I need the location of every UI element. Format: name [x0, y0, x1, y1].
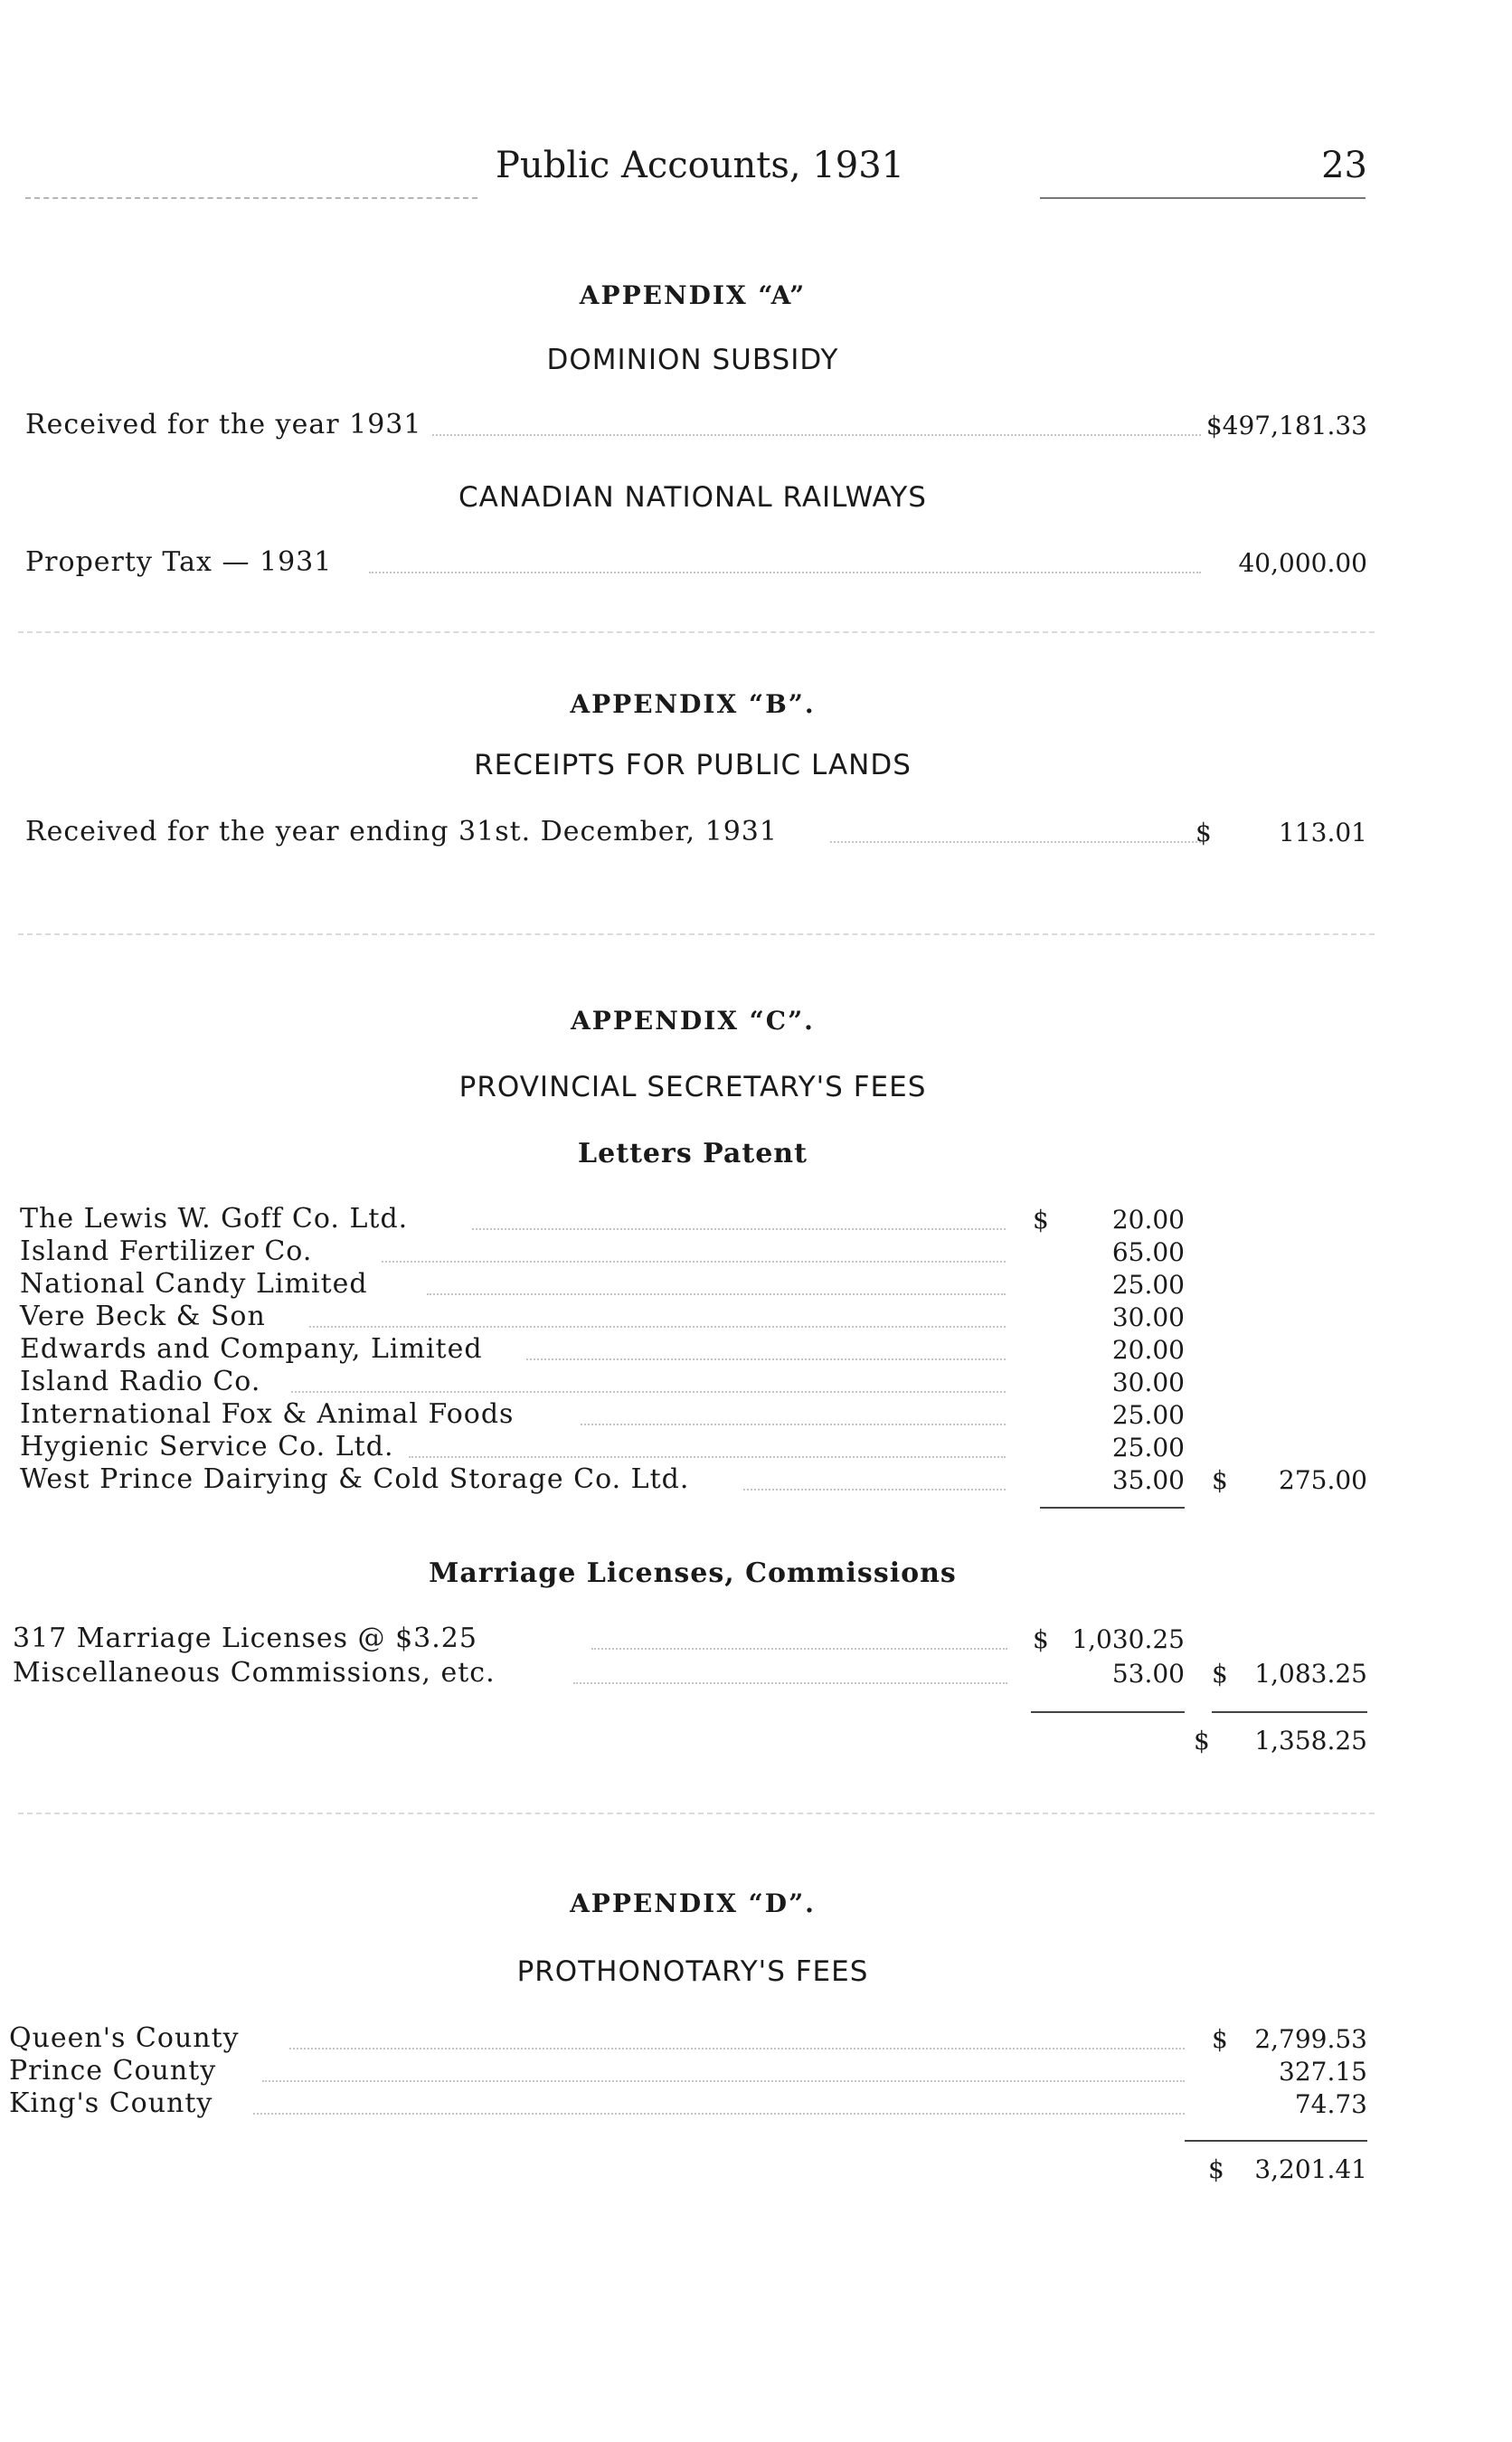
section-divider: [18, 631, 1375, 633]
list-item: [9, 2087, 1185, 2120]
prothonotary-fees-title: PROTHONOTARY'S FEES: [516, 1955, 869, 1988]
item-label: National Candy Limited: [20, 1268, 368, 1300]
provincial-fees-grand-total: 1,358.25: [1254, 1726, 1367, 1756]
item-amount: 30.00: [1111, 1302, 1185, 1332]
dot-leader: [581, 1424, 1006, 1425]
prothonotary-total: 3,201.41: [1254, 2154, 1367, 2184]
dot-leader: [427, 1293, 1006, 1295]
currency-sign: $: [1195, 818, 1212, 847]
currency-sign: $: [1033, 1624, 1049, 1654]
letters-patent-subtitle: Letters Patent: [578, 1138, 808, 1169]
item-amount: 35.00: [1111, 1465, 1185, 1495]
item-amount: 53.00: [1111, 1659, 1185, 1689]
list-item: [20, 1203, 1015, 1235]
section-divider: [18, 1813, 1375, 1814]
currency-sign: $: [1212, 2024, 1228, 2054]
currency-sign: $: [1212, 1465, 1228, 1495]
line-label: Received for the year 1931: [25, 409, 422, 440]
item-label: 317 Marriage Licenses @ $3.25: [13, 1623, 477, 1654]
public-lands-line: [25, 816, 1373, 848]
dot-leader: [369, 572, 1201, 573]
item-label: International Fox & Animal Foods: [20, 1398, 515, 1430]
property-tax-amount: 40,000.00: [1238, 548, 1367, 578]
line-label: Received for the year ending 31st. December, 1931: [25, 816, 778, 847]
appendix-b-heading: APPENDIX “B”.: [570, 689, 816, 719]
header-rule-right: [1040, 197, 1366, 199]
dot-leader: [291, 1391, 1006, 1393]
item-label: Vere Beck & Son: [20, 1301, 266, 1332]
cnr-title: CANADIAN NATIONAL RAILWAYS: [458, 481, 927, 514]
list-item: [20, 1366, 1015, 1398]
list-item: [20, 1398, 1015, 1431]
currency-sign: $: [1194, 1726, 1210, 1756]
dot-leader: [262, 2080, 1185, 2082]
item-amount: 30.00: [1111, 1368, 1185, 1397]
marriage-licenses-subtitle: Marriage Licenses, Commissions: [429, 1557, 957, 1589]
dot-leader: [409, 1456, 1006, 1458]
item-label: Edwards and Company, Limited: [20, 1333, 483, 1365]
dot-leader: [309, 1326, 1006, 1328]
dot-leader: [472, 1228, 1006, 1230]
item-label: Miscellaneous Commissions, etc.: [13, 1657, 496, 1689]
list-item: [20, 1463, 1015, 1496]
dot-leader: [743, 1489, 1006, 1491]
item-label: Queen's County: [9, 2022, 240, 2054]
running-header: [0, 145, 1512, 199]
item-label: King's County: [9, 2087, 213, 2119]
item-amount: 20.00: [1111, 1335, 1185, 1365]
appendix-a-heading: APPENDIX “A”: [579, 280, 807, 310]
list-item: [20, 1268, 1015, 1301]
provincial-fees-title: PROVINCIAL SECRETARY'S FEES: [458, 1071, 927, 1103]
currency-sign: $: [1033, 1205, 1049, 1235]
sum-rule: [1040, 1507, 1185, 1509]
list-item: [9, 2022, 1185, 2055]
item-amount: 2,799.53: [1254, 2024, 1367, 2054]
item-label: The Lewis W. Goff Co. Ltd.: [20, 1203, 409, 1235]
sum-rule: [1212, 1711, 1367, 1713]
sum-rule: [1185, 2140, 1367, 2142]
dot-leader: [573, 1682, 1007, 1684]
item-amount: 74.73: [1294, 2089, 1367, 2119]
dot-leader: [382, 1261, 1006, 1263]
item-label: Island Fertilizer Co.: [20, 1235, 313, 1267]
currency-sign: $: [1208, 2154, 1224, 2184]
item-label: West Prince Dairying & Cold Storage Co. Ltd.: [20, 1463, 690, 1495]
page-title: Public Accounts, 1931: [496, 145, 905, 186]
dot-leader: [830, 841, 1201, 843]
list-item: [13, 1623, 1007, 1655]
item-amount: 1,030.25: [1072, 1624, 1185, 1654]
item-amount: 20.00: [1111, 1205, 1185, 1235]
dot-leader: [432, 434, 1201, 436]
page-number: 23: [1321, 145, 1367, 186]
line-label: Property Tax — 1931: [25, 546, 333, 578]
appendix-c-heading: APPENDIX “C”.: [571, 1006, 815, 1036]
dot-leader: [526, 1358, 1006, 1360]
item-label: Island Radio Co.: [20, 1366, 261, 1397]
public-lands-title: RECEIPTS FOR PUBLIC LANDS: [474, 749, 912, 781]
marriage-subtotal: 1,083.25: [1254, 1659, 1367, 1689]
item-amount: 65.00: [1111, 1237, 1185, 1267]
item-amount: 25.00: [1111, 1270, 1185, 1300]
item-label: Hygienic Service Co. Ltd.: [20, 1431, 394, 1462]
dominion-subsidy-amount: $497,181.33: [1205, 411, 1367, 440]
dot-leader: [289, 2048, 1185, 2049]
dominion-subsidy-title: DOMINION SUBSIDY: [546, 344, 839, 376]
dot-leader: [253, 2113, 1185, 2115]
public-lands-amount: 113.01: [1279, 818, 1367, 847]
list-item: [9, 2055, 1185, 2087]
letters-patent-total: 275.00: [1279, 1465, 1367, 1495]
sum-rule: [1031, 1711, 1185, 1713]
list-item: [20, 1431, 1015, 1463]
appendix-d-heading: APPENDIX “D”.: [570, 1888, 816, 1918]
item-amount: 327.15: [1279, 2057, 1367, 2087]
list-item: [20, 1235, 1015, 1268]
list-item: [20, 1301, 1015, 1333]
item-amount: 25.00: [1111, 1433, 1185, 1462]
section-divider: [18, 933, 1375, 935]
item-label: Prince County: [9, 2055, 217, 2087]
dot-leader: [591, 1648, 1007, 1650]
header-rule-left: [25, 197, 477, 199]
item-amount: 25.00: [1111, 1400, 1185, 1430]
list-item: [13, 1657, 1007, 1690]
currency-sign: $: [1212, 1659, 1228, 1689]
list-item: [20, 1333, 1015, 1366]
